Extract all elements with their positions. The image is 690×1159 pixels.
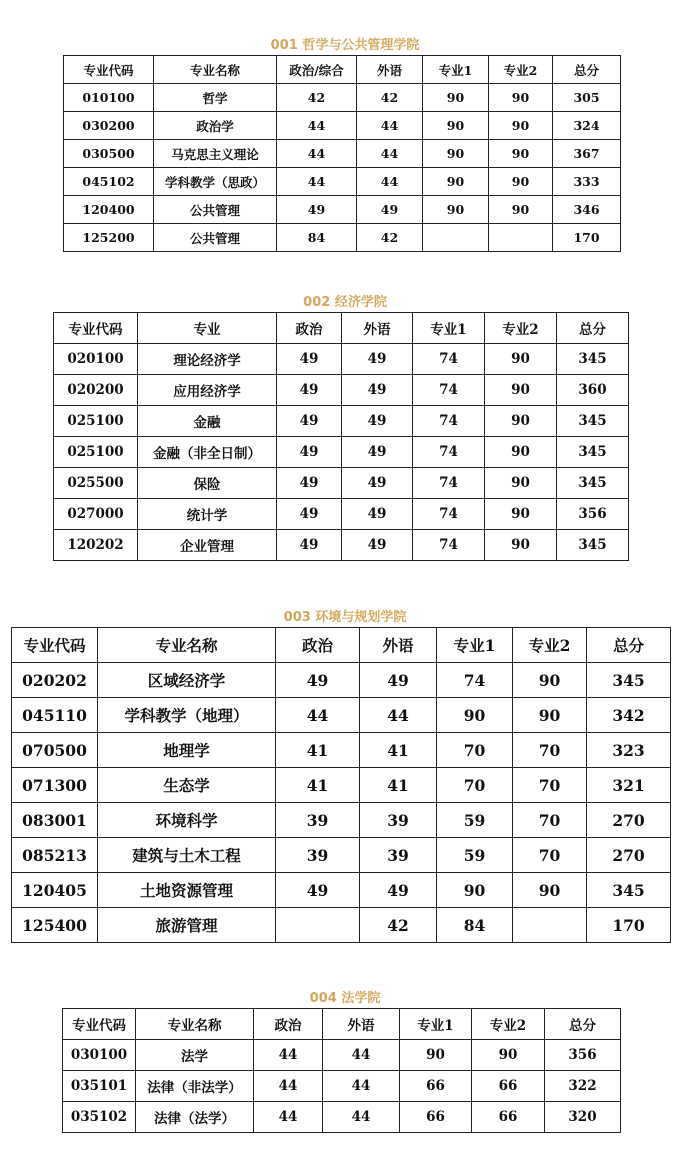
table-cell: 74	[413, 530, 485, 561]
table-header-row	[63, 1009, 621, 1040]
table-cell: 035101	[63, 1071, 136, 1102]
score-table-004	[62, 1008, 621, 1133]
table-row	[54, 499, 629, 530]
table-cell: 020100	[54, 344, 138, 375]
table-cell: 74	[413, 437, 485, 468]
table-cell: 建筑与土木工程	[98, 838, 276, 873]
table-row	[63, 1071, 621, 1102]
table-cell: 70	[513, 838, 587, 873]
table-cell: 90	[400, 1040, 472, 1071]
table-cell: 045110	[12, 698, 98, 733]
column-header: 总分	[545, 1009, 621, 1040]
table-cell: 90	[489, 112, 553, 140]
column-header: 专业代码	[63, 1009, 136, 1040]
table-cell: 74	[413, 375, 485, 406]
table-cell: 金融	[138, 406, 277, 437]
table-cell: 90	[423, 112, 489, 140]
table-cell: 49	[276, 663, 360, 698]
score-table-003	[11, 627, 671, 943]
table-cell: 哲学	[154, 84, 277, 112]
column-header: 专业2	[489, 56, 553, 84]
table-cell: 49	[277, 375, 342, 406]
table-cell: 统计学	[138, 499, 277, 530]
table-row	[12, 663, 671, 698]
table-cell: 44	[254, 1040, 323, 1071]
table-cell: 90	[437, 873, 513, 908]
table-cell: 90	[423, 140, 489, 168]
table-cell: 90	[472, 1040, 545, 1071]
table-row	[64, 112, 621, 140]
column-header: 专业1	[437, 628, 513, 663]
table-cell: 41	[360, 768, 437, 803]
table-header-row	[64, 56, 621, 84]
table-cell: 44	[323, 1102, 400, 1133]
column-header: 外语	[360, 628, 437, 663]
table-cell: 49	[277, 468, 342, 499]
column-header: 外语	[342, 313, 413, 344]
table-cell: 90	[485, 437, 557, 468]
table-cell: 39	[360, 803, 437, 838]
column-header: 专业2	[472, 1009, 545, 1040]
column-header: 政治	[276, 628, 360, 663]
table-cell: 027000	[54, 499, 138, 530]
table-cell: 320	[545, 1102, 621, 1133]
table-cell: 公共管理	[154, 196, 277, 224]
table-cell: 土地资源管理	[98, 873, 276, 908]
table-cell: 085213	[12, 838, 98, 873]
table-cell: 125400	[12, 908, 98, 943]
table-cell: 323	[587, 733, 671, 768]
table-cell: 010100	[64, 84, 154, 112]
table-row	[63, 1040, 621, 1071]
table-cell: 90	[485, 468, 557, 499]
table-cell: 49	[277, 499, 342, 530]
table-cell: 90	[437, 698, 513, 733]
table-cell: 270	[587, 803, 671, 838]
table-cell: 41	[360, 733, 437, 768]
table-cell: 345	[557, 344, 629, 375]
table-cell: 49	[277, 196, 357, 224]
table-cell: 035102	[63, 1102, 136, 1133]
table-cell: 90	[485, 344, 557, 375]
table-row	[12, 733, 671, 768]
table-cell: 356	[557, 499, 629, 530]
table-cell: 49	[277, 406, 342, 437]
table-cell: 74	[437, 663, 513, 698]
table-cell: 49	[357, 196, 423, 224]
column-header: 专业	[138, 313, 277, 344]
table-cell: 42	[360, 908, 437, 943]
table-cell	[423, 224, 489, 252]
table-cell: 333	[553, 168, 621, 196]
section-title-004: 004 法学院	[309, 991, 381, 1006]
table-cell: 70	[513, 768, 587, 803]
table-cell: 49	[342, 344, 413, 375]
table-cell: 020200	[54, 375, 138, 406]
column-header: 外语	[357, 56, 423, 84]
table-cell: 270	[587, 838, 671, 873]
table-cell: 42	[277, 84, 357, 112]
table-cell: 法律（法学）	[136, 1102, 254, 1133]
table-cell: 66	[400, 1102, 472, 1133]
table-row	[54, 406, 629, 437]
table-cell: 025100	[54, 406, 138, 437]
table-cell: 政治学	[154, 112, 277, 140]
table-row	[64, 168, 621, 196]
table-cell: 44	[323, 1071, 400, 1102]
table-row	[12, 838, 671, 873]
table-cell: 49	[342, 406, 413, 437]
table-cell: 170	[587, 908, 671, 943]
table-cell: 90	[489, 196, 553, 224]
table-cell: 49	[342, 437, 413, 468]
table-cell: 42	[357, 84, 423, 112]
table-cell: 345	[557, 530, 629, 561]
column-header: 专业代码	[64, 56, 154, 84]
table-row	[64, 196, 621, 224]
table-cell: 49	[276, 873, 360, 908]
table-row	[12, 803, 671, 838]
section-title-002: 002 经济学院	[303, 295, 387, 310]
table-cell: 324	[553, 112, 621, 140]
table-cell: 保险	[138, 468, 277, 499]
table-cell: 地理学	[98, 733, 276, 768]
table-cell: 90	[485, 530, 557, 561]
table-cell: 学科教学（思政）	[154, 168, 277, 196]
table-cell: 90	[489, 168, 553, 196]
column-header: 专业名称	[154, 56, 277, 84]
table-cell: 84	[277, 224, 357, 252]
table-row	[64, 224, 621, 252]
table-cell: 90	[485, 499, 557, 530]
table-cell: 企业管理	[138, 530, 277, 561]
table-cell: 071300	[12, 768, 98, 803]
table-cell: 360	[557, 375, 629, 406]
column-header: 专业2	[485, 313, 557, 344]
table-cell: 321	[587, 768, 671, 803]
table-cell: 030100	[63, 1040, 136, 1071]
table-row	[63, 1102, 621, 1133]
section-title-001: 001 哲学与公共管理学院	[270, 38, 420, 53]
table-cell: 90	[513, 663, 587, 698]
column-header: 政治	[254, 1009, 323, 1040]
table-cell: 49	[360, 663, 437, 698]
table-cell: 学科教学（地理）	[98, 698, 276, 733]
table-cell: 44	[357, 140, 423, 168]
table-cell: 49	[277, 530, 342, 561]
column-header: 政治	[277, 313, 342, 344]
table-cell: 应用经济学	[138, 375, 277, 406]
column-header: 专业代码	[12, 628, 98, 663]
column-header: 政治/综合	[277, 56, 357, 84]
table-cell: 356	[545, 1040, 621, 1071]
table-cell: 66	[472, 1102, 545, 1133]
table-cell: 区域经济学	[98, 663, 276, 698]
table-cell	[513, 908, 587, 943]
table-cell: 74	[413, 499, 485, 530]
table-cell: 理论经济学	[138, 344, 277, 375]
table-cell: 74	[413, 344, 485, 375]
section-title-003: 003 环境与规划学院	[283, 610, 407, 625]
table-cell: 44	[357, 112, 423, 140]
table-cell: 120405	[12, 873, 98, 908]
table-cell: 66	[472, 1071, 545, 1102]
table-cell: 345	[557, 468, 629, 499]
table-cell: 70	[513, 803, 587, 838]
table-header-row	[54, 313, 629, 344]
table-cell: 44	[357, 168, 423, 196]
table-cell: 070500	[12, 733, 98, 768]
table-cell: 59	[437, 803, 513, 838]
table-cell: 39	[276, 838, 360, 873]
table-cell: 90	[485, 375, 557, 406]
table-cell: 70	[437, 733, 513, 768]
table-cell: 90	[489, 140, 553, 168]
table-cell: 90	[423, 196, 489, 224]
table-cell: 90	[423, 168, 489, 196]
table-cell: 90	[489, 84, 553, 112]
table-cell: 41	[276, 733, 360, 768]
table-cell: 44	[277, 168, 357, 196]
table-cell: 90	[513, 698, 587, 733]
table-cell: 44	[277, 140, 357, 168]
table-cell: 345	[587, 663, 671, 698]
column-header: 专业2	[513, 628, 587, 663]
table-cell: 90	[513, 873, 587, 908]
table-cell: 49	[342, 530, 413, 561]
table-cell: 367	[553, 140, 621, 168]
table-cell: 322	[545, 1071, 621, 1102]
table-cell: 84	[437, 908, 513, 943]
column-header: 专业代码	[54, 313, 138, 344]
table-cell: 345	[557, 406, 629, 437]
column-header: 专业1	[423, 56, 489, 84]
table-cell: 金融（非全日制）	[138, 437, 277, 468]
table-row	[12, 873, 671, 908]
column-header: 总分	[553, 56, 621, 84]
table-cell: 030200	[64, 112, 154, 140]
table-cell: 120202	[54, 530, 138, 561]
table-row	[12, 698, 671, 733]
table-cell: 环境科学	[98, 803, 276, 838]
table-cell: 342	[587, 698, 671, 733]
table-cell: 74	[413, 468, 485, 499]
table-cell: 90	[423, 84, 489, 112]
table-cell: 70	[437, 768, 513, 803]
column-header: 专业名称	[136, 1009, 254, 1040]
table-cell: 49	[360, 873, 437, 908]
table-cell: 025100	[54, 437, 138, 468]
table-header-row	[12, 628, 671, 663]
table-row	[54, 437, 629, 468]
score-table-002	[53, 312, 629, 561]
table-cell: 025500	[54, 468, 138, 499]
table-cell: 44	[276, 698, 360, 733]
table-row	[54, 375, 629, 406]
table-cell: 41	[276, 768, 360, 803]
table-cell: 39	[360, 838, 437, 873]
column-header: 专业名称	[98, 628, 276, 663]
table-row	[64, 84, 621, 112]
table-cell: 法律（非法学）	[136, 1071, 254, 1102]
table-cell: 120400	[64, 196, 154, 224]
table-cell: 49	[342, 499, 413, 530]
table-cell: 旅游管理	[98, 908, 276, 943]
table-row	[12, 768, 671, 803]
table-cell: 90	[485, 406, 557, 437]
table-cell: 44	[277, 112, 357, 140]
table-cell	[489, 224, 553, 252]
table-cell: 49	[277, 344, 342, 375]
table-row	[64, 140, 621, 168]
table-cell: 305	[553, 84, 621, 112]
score-table-001	[63, 55, 621, 252]
table-cell: 59	[437, 838, 513, 873]
table-cell: 045102	[64, 168, 154, 196]
table-row	[12, 908, 671, 943]
table-cell: 170	[553, 224, 621, 252]
table-cell: 马克思主义理论	[154, 140, 277, 168]
table-cell: 44	[360, 698, 437, 733]
table-cell: 70	[513, 733, 587, 768]
table-cell: 49	[342, 468, 413, 499]
table-cell: 法学	[136, 1040, 254, 1071]
column-header: 外语	[323, 1009, 400, 1040]
table-cell: 44	[254, 1071, 323, 1102]
table-row	[54, 468, 629, 499]
table-cell: 66	[400, 1071, 472, 1102]
table-cell: 生态学	[98, 768, 276, 803]
table-cell: 345	[587, 873, 671, 908]
table-cell: 49	[342, 375, 413, 406]
table-cell: 39	[276, 803, 360, 838]
table-cell: 125200	[64, 224, 154, 252]
table-row	[54, 344, 629, 375]
table-cell: 公共管理	[154, 224, 277, 252]
column-header: 总分	[557, 313, 629, 344]
table-cell	[276, 908, 360, 943]
table-cell: 42	[357, 224, 423, 252]
table-row	[54, 530, 629, 561]
table-cell: 345	[557, 437, 629, 468]
table-cell: 346	[553, 196, 621, 224]
column-header: 专业1	[400, 1009, 472, 1040]
table-cell: 083001	[12, 803, 98, 838]
column-header: 总分	[587, 628, 671, 663]
table-cell: 44	[323, 1040, 400, 1071]
table-cell: 020202	[12, 663, 98, 698]
table-cell: 44	[254, 1102, 323, 1133]
table-cell: 74	[413, 406, 485, 437]
table-cell: 49	[277, 437, 342, 468]
column-header: 专业1	[413, 313, 485, 344]
table-cell: 030500	[64, 140, 154, 168]
